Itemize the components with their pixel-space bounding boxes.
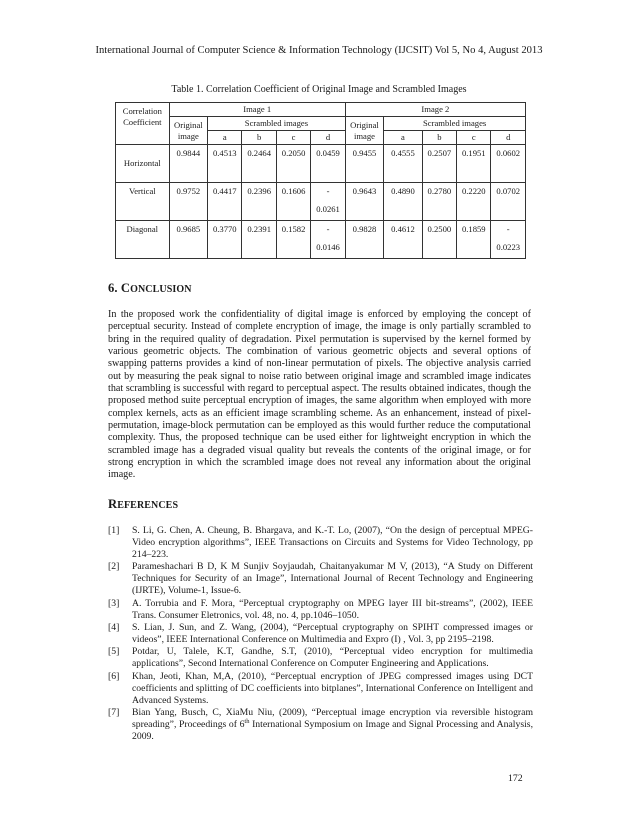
row-label: Diagonal bbox=[116, 221, 170, 259]
list-item: [1] S. Li, G. Chen, A. Cheung, B. Bhargava, and K.-T. Lo, (2007), “On the design of perceptual MPEG-Video encryption algorithms”, IEEE Transactions on Circuits and Systems for Video Technology, pp 214–223. bbox=[108, 525, 533, 560]
conclusion-heading: 6. CONCLUSION bbox=[108, 281, 192, 295]
table-cell: 0.1606 bbox=[276, 183, 310, 221]
table-cell: 0.4417 bbox=[208, 183, 242, 221]
table-cell: - 0.0223 bbox=[491, 221, 526, 259]
row-label: Vertical bbox=[116, 183, 170, 221]
table-cell: - 0.0261 bbox=[311, 183, 345, 221]
table-cell: 0.1859 bbox=[457, 221, 491, 259]
table-cell: 0.2396 bbox=[242, 183, 276, 221]
table-cell: 0.4513 bbox=[208, 145, 242, 183]
page-number: 172 bbox=[508, 773, 523, 784]
table-cell: 0.2220 bbox=[457, 183, 491, 221]
list-item: [4] S. Lian, J. Sun, and Z. Wang, (2004), “Perceptual cryptography on SPIHT compressed images or videos”, IEEE International Conference on Multimedia and Expro (I) , Vol. 3, pp 2195–2198. bbox=[108, 622, 533, 645]
table-header-row bbox=[116, 103, 526, 117]
row-label: Horizontal bbox=[116, 145, 170, 183]
table-cell: 0.9844 bbox=[169, 145, 207, 183]
correlation-table bbox=[115, 102, 526, 259]
col-a-header: a bbox=[208, 131, 242, 145]
col-d-header: d bbox=[491, 131, 526, 145]
references-heading: REFERENCES bbox=[108, 497, 179, 511]
table-cell: 0.1951 bbox=[457, 145, 491, 183]
table-cell: 0.1582 bbox=[276, 221, 310, 259]
original-image-header-2: Original image bbox=[345, 117, 383, 145]
col-c-header: c bbox=[276, 131, 310, 145]
table-cell: 0.0702 bbox=[491, 183, 526, 221]
conclusion-paragraph: In the proposed work the confidentiality of digital image is enforced by employing the concept of perceptual security. Instead of complete encryption of image, the image is only partially scrambled to bring in the required quality of degradation. Pixel permutation is supervised by the kernel formed by various geometric objects. The combination of various geometric objects and several options of swapping patterns provides a kind of non-linear permutation of pixels. The objective analysis carried out by measuring the peak signal to noise ratio between original image and scrambled image indicates that scrambling is successful with regard to perceptual aspect. The results obtained indicates, though the proposed method suite perceptual encryption of images, the same algorithm when employed with more complex kernels, acts as an efficient image scrambling scheme. As an enhancement, instead of pixel-permutation, image-block permutation can be employed as this would further reduce the computational complexity. Thus, the proposed technique can be used either for lightweight encryption in which the scrambled image has a degraded visual quality but reveals the contents of the original image, or for strong encryption in which the scrambled image does not reveal any information about the original image. bbox=[108, 309, 531, 481]
running-header: International Journal of Computer Science & Information Technology (IJCSIT) Vol 5, No 4, August 2013 bbox=[95, 45, 543, 56]
table-cell: 0.2500 bbox=[422, 221, 456, 259]
col-c-header: c bbox=[457, 131, 491, 145]
table-cell: 0.2391 bbox=[242, 221, 276, 259]
table-caption: Table 1. Correlation Coefficient of Original Image and Scrambled Images bbox=[171, 84, 467, 95]
table-cell: 0.9455 bbox=[345, 145, 383, 183]
original-image-header-1: Original image bbox=[169, 117, 207, 145]
table-cell: 0.9752 bbox=[169, 183, 207, 221]
list-item: [2] Parameshachari B D, K M Sunjiv Soyjaudah, Chaitanyakumar M V, (2013), “A Study on Different Techniques for Security of an Image”, International Journal of Recent Technology and Engineering (IJRTE), Volume-1, Issue-6. bbox=[108, 561, 533, 597]
col-b-header: b bbox=[422, 131, 456, 145]
list-item: [3] A. Torrubia and F. Mora, “Perceptual cryptography on MPEG layer III bit-streams”, (2002), IEEE Trans. Consumer Eletronics, vol. 48, no. 4, pp.1046–1050. bbox=[108, 597, 533, 621]
table-cell: 0.2464 bbox=[242, 145, 276, 183]
col-a-header: a bbox=[384, 131, 422, 145]
corr-coef-header: Correlation Coefficient bbox=[116, 103, 170, 145]
table-cell: 0.2780 bbox=[422, 183, 456, 221]
list-item: [5] Potdar, U, Talele, K.T, Gandhe, S.T, (2010), “Perceptual video encryption for multimedia applications”, Second International Conference on Computer Engineering and Applications. bbox=[108, 646, 533, 670]
list-item: [6] Khan, Jeoti, Khan, M,A, (2010), “Perceptual encryption of JPEG compressed images using DCT coefficients and splitting of DC coefficients into bitplanes”, International Conference on Intelligent and Advanced Systems. bbox=[108, 670, 533, 706]
table-cell: 0.2507 bbox=[422, 145, 456, 183]
list-item: [7] Bian Yang, Busch, C, XiaMu Niu, (2009), “Perceptual image encryption via reversible histogram spreading”, Proceedings of 6th International Symposium on Image and Signal Processing and Analysis, 2009. bbox=[108, 707, 533, 742]
table-row bbox=[116, 183, 526, 221]
table-row bbox=[116, 221, 526, 259]
table-cell: 0.3770 bbox=[208, 221, 242, 259]
col-b-header: b bbox=[242, 131, 276, 145]
scrambled-header-2: Scrambled images bbox=[384, 117, 526, 131]
table-row bbox=[116, 145, 526, 183]
image1-header: Image 1 bbox=[169, 103, 345, 117]
table-cell: 0.9685 bbox=[169, 221, 207, 259]
table-cell: 0.4612 bbox=[384, 221, 422, 259]
scrambled-header-1: Scrambled images bbox=[208, 117, 346, 131]
table-cell: - 0.0146 bbox=[311, 221, 345, 259]
table-cell: 0.9828 bbox=[345, 221, 383, 259]
table-cell: 0.4890 bbox=[384, 183, 422, 221]
col-d-header: d bbox=[311, 131, 345, 145]
table-cell: 0.0602 bbox=[491, 145, 526, 183]
table-subheader-row bbox=[116, 117, 526, 131]
table-cell: 0.0459 bbox=[311, 145, 345, 183]
table-cell: 0.2050 bbox=[276, 145, 310, 183]
table-cell: 0.9643 bbox=[345, 183, 383, 221]
table-cell: 0.4555 bbox=[384, 145, 422, 183]
image2-header: Image 2 bbox=[345, 103, 525, 117]
reference-list bbox=[108, 525, 533, 743]
